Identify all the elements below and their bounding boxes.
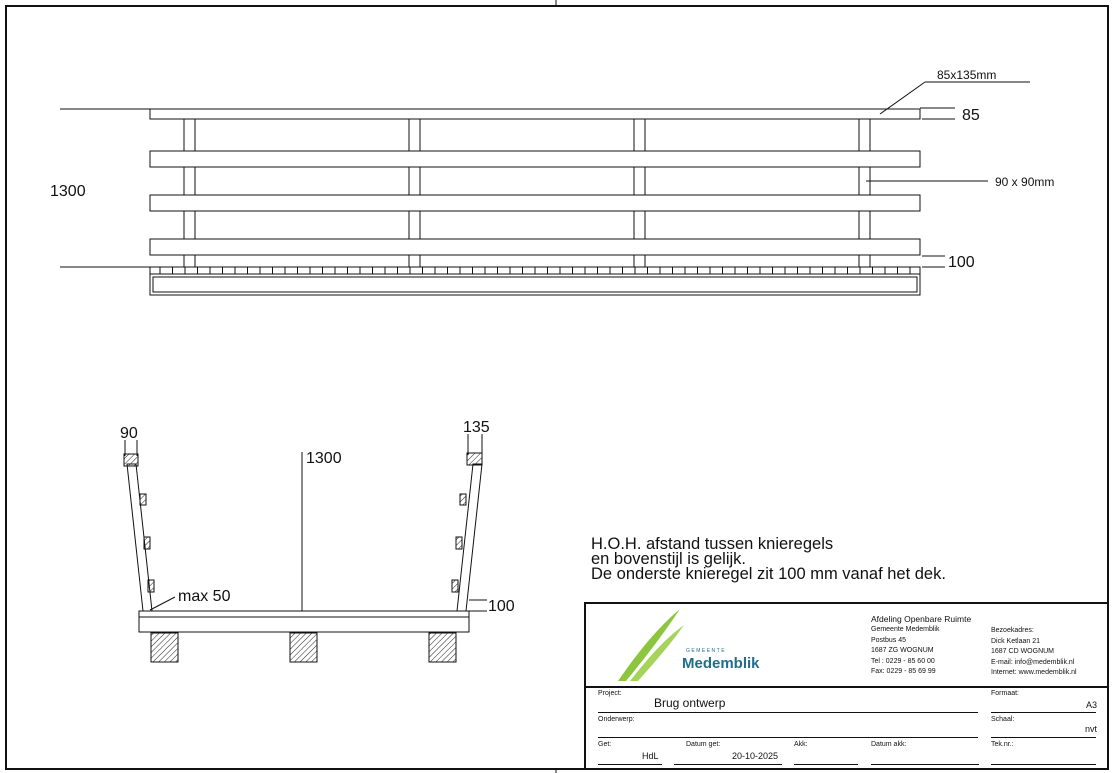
visit-line: Internet: www.medemblik.nl bbox=[991, 669, 1077, 676]
title-block-header bbox=[586, 604, 1109, 688]
note-line-2: en bovenstijl is gelijk. bbox=[591, 550, 746, 568]
formaat-label: Formaat: bbox=[991, 690, 1020, 697]
schaal-label: Schaal: bbox=[991, 716, 1015, 723]
left-top-rail bbox=[124, 454, 138, 466]
project-value: Brug ontwerp bbox=[654, 696, 726, 710]
medemblik-logo bbox=[606, 607, 776, 683]
note-line-3: De onderste knieregel zit 100 mm vanaf het dek. bbox=[591, 565, 946, 583]
cross-section bbox=[124, 434, 487, 662]
akk-label: Akk: bbox=[794, 741, 808, 748]
side-elevation bbox=[60, 82, 1030, 295]
department-title: Afdeling Openbare Ruimte bbox=[871, 614, 972, 624]
schaal-value: nvt bbox=[1084, 724, 1097, 734]
title-block bbox=[584, 602, 1109, 768]
max-gap-label: max 50 bbox=[178, 588, 231, 605]
get-value: HdL bbox=[642, 751, 659, 761]
section-deck-offset: 100 bbox=[488, 598, 515, 615]
design-note bbox=[591, 537, 946, 582]
department-info bbox=[871, 614, 971, 678]
section-right-width: 135 bbox=[463, 419, 490, 436]
project-label: Project: bbox=[598, 690, 622, 697]
visit-line: E-mail: info@medemblik.nl bbox=[991, 658, 1075, 666]
department-line: Tel : 0229 - 85 60 00 bbox=[871, 657, 935, 665]
onderwerp-label: Onderwerp: bbox=[598, 716, 635, 723]
note-line-1: H.O.H. afstand tussen knieregels bbox=[591, 535, 834, 553]
beam-middle bbox=[290, 633, 317, 662]
right-top-rail bbox=[467, 453, 482, 465]
department-line: Fax: 0229 - 85 69 99 bbox=[871, 668, 936, 675]
tek-nr-label: Tek.nr.: bbox=[991, 741, 1014, 748]
datum-akk-label: Datum akk: bbox=[871, 741, 907, 748]
deck-offset-label: 100 bbox=[948, 254, 975, 271]
rail-height-label: 85 bbox=[962, 107, 980, 124]
datum-get-value: 20-10-2025 bbox=[732, 751, 779, 761]
visit-line: Dick Ketlaan 21 bbox=[991, 637, 1041, 645]
total-height-label: 1300 bbox=[50, 183, 86, 200]
beam-right bbox=[429, 633, 456, 662]
department-line: 1687 ZG WOGNUM bbox=[871, 647, 934, 654]
visit-line: Bezoekadres: bbox=[991, 627, 1034, 634]
top-rail bbox=[150, 109, 920, 119]
post-size-label: 90 x 90mm bbox=[995, 175, 1055, 189]
formaat-value: A3 bbox=[1085, 700, 1097, 710]
beam-left bbox=[151, 633, 178, 662]
knee-rail-3 bbox=[150, 239, 920, 255]
deck-slab bbox=[139, 611, 469, 632]
department-line: Gemeente Medemblik bbox=[871, 626, 940, 633]
datum-get-label: Datum get: bbox=[686, 741, 721, 748]
get-label: Get: bbox=[598, 741, 612, 748]
knee-rail-1 bbox=[150, 151, 920, 167]
visit-line: 1687 CD WOGNUM bbox=[991, 648, 1055, 655]
rail-size-label: 85x135mm bbox=[937, 68, 997, 82]
section-height: 1300 bbox=[306, 450, 342, 467]
deck-planks bbox=[160, 267, 910, 274]
logo-small-text: GEMEENTE bbox=[686, 648, 727, 654]
logo-text: Medemblik bbox=[682, 655, 760, 672]
department-line: Postbus 45 bbox=[871, 636, 907, 644]
knee-rail-2 bbox=[150, 195, 920, 211]
visit-info bbox=[991, 626, 1077, 679]
section-left-width: 90 bbox=[120, 425, 138, 442]
